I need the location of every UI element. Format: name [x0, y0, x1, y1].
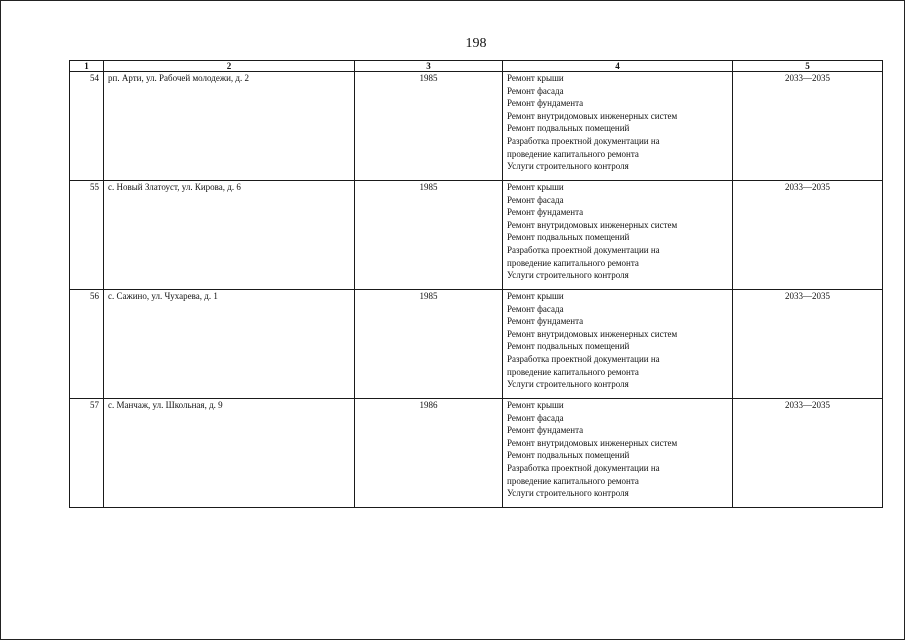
- work-item: Ремонт подвальных помещений: [507, 341, 630, 352]
- work-item: Ремонт внутридомовых инженерных систем: [507, 219, 678, 230]
- work-item: Услуги строительного контроля: [507, 379, 629, 390]
- works-cell: [503, 399, 733, 508]
- work-item: Ремонт фасада: [507, 412, 564, 423]
- period-cell: 2033—2035: [733, 290, 883, 399]
- table-header-row: [70, 61, 883, 72]
- period-cell: 2033—2035: [733, 181, 883, 290]
- work-item: Ремонт фасада: [507, 194, 564, 205]
- work-item: Ремонт внутридомовых инженерных систем: [507, 328, 678, 339]
- address-cell: с. Новый Златоуст, ул. Кирова, д. 6: [104, 181, 355, 290]
- column-header: 2: [104, 61, 355, 72]
- work-item: проведение капитального ремонта: [507, 366, 639, 377]
- work-item: Ремонт фундамента: [507, 98, 584, 109]
- repair-schedule-table: [69, 60, 883, 508]
- work-item: Услуги строительного контроля: [507, 270, 629, 281]
- row-number-cell: 54: [70, 72, 104, 181]
- work-item: Ремонт подвальных помещений: [507, 123, 630, 134]
- address-cell: с. Манчаж, ул. Школьная, д. 9: [104, 399, 355, 508]
- work-item: Ремонт крыши: [507, 182, 564, 192]
- table-body: [70, 72, 883, 508]
- works-cell: [503, 290, 733, 399]
- work-item: Ремонт фасада: [507, 303, 564, 314]
- address-cell: с. Сажино, ул. Чухарева, д. 1: [104, 290, 355, 399]
- table-row: [70, 181, 883, 290]
- work-item: проведение капитального ремонта: [507, 475, 639, 486]
- work-item: Ремонт крыши: [507, 400, 564, 410]
- work-item: Ремонт подвальных помещений: [507, 450, 630, 461]
- row-number-cell: 56: [70, 290, 104, 399]
- work-item: Ремонт фундамента: [507, 425, 584, 436]
- column-header: 5: [733, 61, 883, 72]
- work-item: Ремонт крыши: [507, 291, 564, 301]
- work-item: Услуги строительного контроля: [507, 161, 629, 172]
- table-row: [70, 72, 883, 181]
- work-item: Разработка проектной документации на: [507, 244, 660, 255]
- works-cell: [503, 72, 733, 181]
- column-header: 1: [70, 61, 104, 72]
- address-cell: рп. Арти, ул. Рабочей молодежи, д. 2: [104, 72, 355, 181]
- table-row: [70, 290, 883, 399]
- work-item: Ремонт фундамента: [507, 207, 584, 218]
- table-row: [70, 399, 883, 508]
- year-cell: 1985: [355, 290, 503, 399]
- year-cell: 1986: [355, 399, 503, 508]
- work-item: Услуги строительного контроля: [507, 488, 629, 499]
- page-number: 198: [465, 36, 487, 51]
- work-item: Разработка проектной документации на: [507, 135, 660, 146]
- work-item: Ремонт внутридомовых инженерных систем: [507, 110, 678, 121]
- year-cell: 1985: [355, 181, 503, 290]
- column-header: 4: [503, 61, 733, 72]
- row-number-cell: 55: [70, 181, 104, 290]
- work-item: Разработка проектной документации на: [507, 353, 660, 364]
- work-item: проведение капитального ремонта: [507, 257, 639, 268]
- work-item: Ремонт фасада: [507, 85, 564, 96]
- work-item: Ремонт внутридомовых инженерных систем: [507, 437, 678, 448]
- period-cell: 2033—2035: [733, 399, 883, 508]
- work-item: Разработка проектной документации на: [507, 462, 660, 473]
- work-item: Ремонт фундамента: [507, 316, 584, 327]
- work-item: проведение капитального ремонта: [507, 148, 639, 159]
- year-cell: 1985: [355, 72, 503, 181]
- works-cell: [503, 181, 733, 290]
- work-item: Ремонт подвальных помещений: [507, 232, 630, 243]
- work-item: Ремонт крыши: [507, 73, 564, 83]
- column-header: 3: [355, 61, 503, 72]
- row-number-cell: 57: [70, 399, 104, 508]
- period-cell: 2033—2035: [733, 72, 883, 181]
